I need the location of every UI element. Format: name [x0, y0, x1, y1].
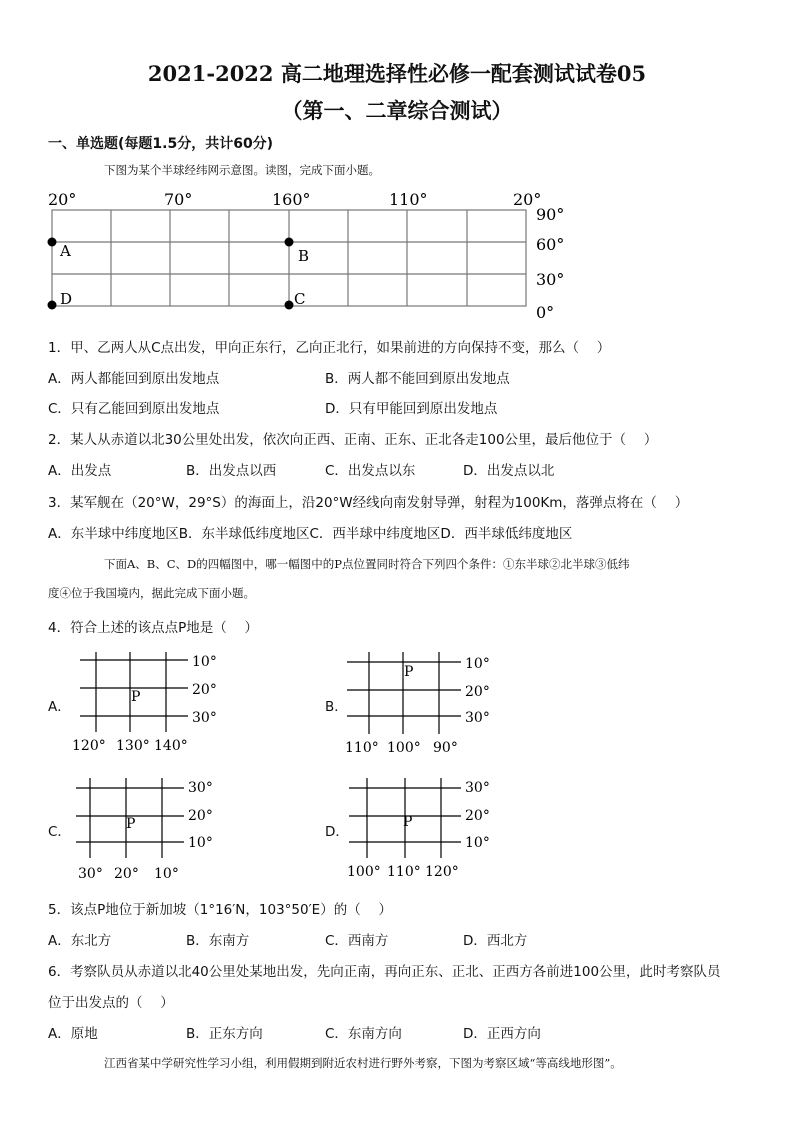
- question-4-stem: 4．符合上述的该点点P地是（ ）: [48, 620, 259, 636]
- lon-label: 110°: [345, 740, 379, 756]
- lat-label: 30°: [192, 710, 217, 726]
- q1-option-b[interactable]: B．两人都不能回到原出发地点: [325, 371, 510, 387]
- point-p-label: P: [403, 814, 413, 830]
- q2-option-d[interactable]: D．出发点以北: [463, 463, 555, 479]
- lon-label: 90°: [433, 740, 458, 756]
- lon-label: 110°: [389, 190, 428, 209]
- section-heading: 一、单选题(每题1.5分，共计60分): [48, 136, 274, 152]
- page-title: 2021-2022 高二地理选择性必修一配套测试试卷05: [147, 61, 647, 86]
- q4-map-a[interactable]: [70, 648, 230, 754]
- lat-label: 10°: [465, 835, 490, 851]
- lat-label: 60°: [536, 235, 565, 254]
- q1-option-c[interactable]: C．只有乙能回到原出发地点: [48, 401, 220, 417]
- question-6-stem-line1: 6．考察队员从赤道以北40公里处某地出发，先向正南，再向正东、正北、正西方各前进100公里，此时考察队员: [48, 964, 721, 980]
- lon-label: 130°: [116, 738, 150, 754]
- point-a-marker: [48, 238, 57, 247]
- point-d-label: D: [60, 290, 73, 308]
- grid-lines: [52, 210, 526, 306]
- q2-option-a[interactable]: A．出发点: [48, 463, 112, 479]
- lat-label: 10°: [188, 835, 213, 851]
- lat-label: 30°: [536, 270, 565, 289]
- question-5-stem: 5．该点P地位于新加坡（1°16′N，103°50′E）的（ ）: [48, 902, 392, 918]
- point-c-label: C: [294, 290, 306, 308]
- lon-label: 100°: [347, 864, 381, 880]
- lat-label: 20°: [465, 808, 490, 824]
- point-c-marker: [285, 301, 294, 310]
- intro-text-3: 江西省某中学研究性学习小组，利用假期到附近农村进行野外考察，下图为考察区域“等高线地形图”。: [104, 1056, 622, 1070]
- lon-label: 100°: [387, 740, 421, 756]
- q2-option-b[interactable]: B．出发点以西: [186, 463, 277, 479]
- lat-label: 20°: [188, 808, 213, 824]
- lat-label: 10°: [192, 654, 217, 670]
- q4-option-b-label[interactable]: B．: [325, 699, 348, 715]
- lon-label: 20°: [513, 190, 542, 209]
- lat-label: 20°: [465, 684, 490, 700]
- lon-label: 20°: [48, 190, 77, 209]
- q5-option-a[interactable]: A．东北方: [48, 933, 112, 949]
- q4-option-c-label[interactable]: C．: [48, 824, 71, 840]
- question-6-stem-line2: 位于出发点的（ ）: [48, 995, 174, 1011]
- lon-label: 120°: [72, 738, 106, 754]
- q4-option-d-label[interactable]: D．: [325, 824, 349, 840]
- lat-label: 10°: [465, 656, 490, 672]
- lon-label: 120°: [425, 864, 459, 880]
- lon-label: 70°: [164, 190, 193, 209]
- q5-option-d[interactable]: D．西北方: [463, 933, 528, 949]
- q1-option-a[interactable]: A．两人都能回到原出发地点: [48, 371, 220, 387]
- lon-label: 140°: [154, 738, 188, 754]
- intro-text-2-line2: 度④位于我国境内，据此完成下面小题。: [48, 586, 255, 600]
- point-p-label: P: [404, 664, 414, 680]
- q6-option-b[interactable]: B．正东方向: [186, 1026, 263, 1042]
- lat-label: 20°: [192, 682, 217, 698]
- lat-label: 30°: [188, 780, 213, 796]
- lon-label: 20°: [114, 866, 139, 882]
- q4-option-a-label[interactable]: A．: [48, 699, 71, 715]
- lon-label: 110°: [387, 864, 421, 880]
- lat-label: 0°: [536, 303, 555, 322]
- lat-label: 90°: [536, 205, 565, 224]
- q4-map-b[interactable]: [343, 650, 503, 756]
- question-3-stem: 3．某军舰在（20°W，29°S）的海面上，沿20°W经线向南发射导弹，射程为100Km，落弹点将在（ ）: [48, 495, 689, 511]
- page-subtitle: （第一、二章综合测试）: [281, 98, 513, 123]
- intro-text-2-line1: 下面A、B、C、D的四幅图中，哪一幅图中的P点位置同时符合下列四个条件：①东半球②北半球③低纬: [104, 557, 630, 571]
- q6-option-a[interactable]: A．原地: [48, 1026, 98, 1042]
- intro-text-1: 下图为某个半球经纬网示意图。读图，完成下面小题。: [104, 163, 380, 177]
- q6-option-d[interactable]: D．正西方向: [463, 1026, 541, 1042]
- question-2-stem: 2．某人从赤道以北30公里处出发，依次向正西、正南、正东、正北各走100公里，最后他位于（ ）: [48, 432, 658, 448]
- q5-option-b[interactable]: B．东南方: [186, 933, 250, 949]
- lon-label: 160°: [272, 190, 311, 209]
- point-p-label: P: [126, 816, 136, 832]
- point-d-marker: [48, 301, 57, 310]
- lon-label: 30°: [78, 866, 103, 882]
- point-b-marker: [285, 238, 294, 247]
- q5-option-c[interactable]: C．西南方: [325, 933, 389, 949]
- lon-label: 10°: [154, 866, 179, 882]
- q4-map-c[interactable]: [70, 774, 230, 882]
- point-p-label: P: [131, 689, 141, 705]
- question-1-stem: 1．甲、乙两人从C点出发，甲向正东行，乙向正北行，如果前进的方向保持不变，那么（ ）: [48, 340, 611, 356]
- point-b-label: B: [298, 247, 310, 265]
- q4-map-d[interactable]: [343, 774, 503, 882]
- lat-label: 30°: [465, 710, 490, 726]
- q1-option-d[interactable]: D．只有甲能回到原出发地点: [325, 401, 498, 417]
- graticule-map: [40, 186, 580, 324]
- point-a-label: A: [60, 242, 71, 260]
- q6-option-c[interactable]: C．东南方向: [325, 1026, 402, 1042]
- lat-label: 30°: [465, 780, 490, 796]
- q3-options[interactable]: A．东半球中纬度地区B．东半球低纬度地区C．西半球中纬度地区D．西半球低纬度地区: [48, 526, 573, 542]
- q2-option-c[interactable]: C．出发点以东: [325, 463, 416, 479]
